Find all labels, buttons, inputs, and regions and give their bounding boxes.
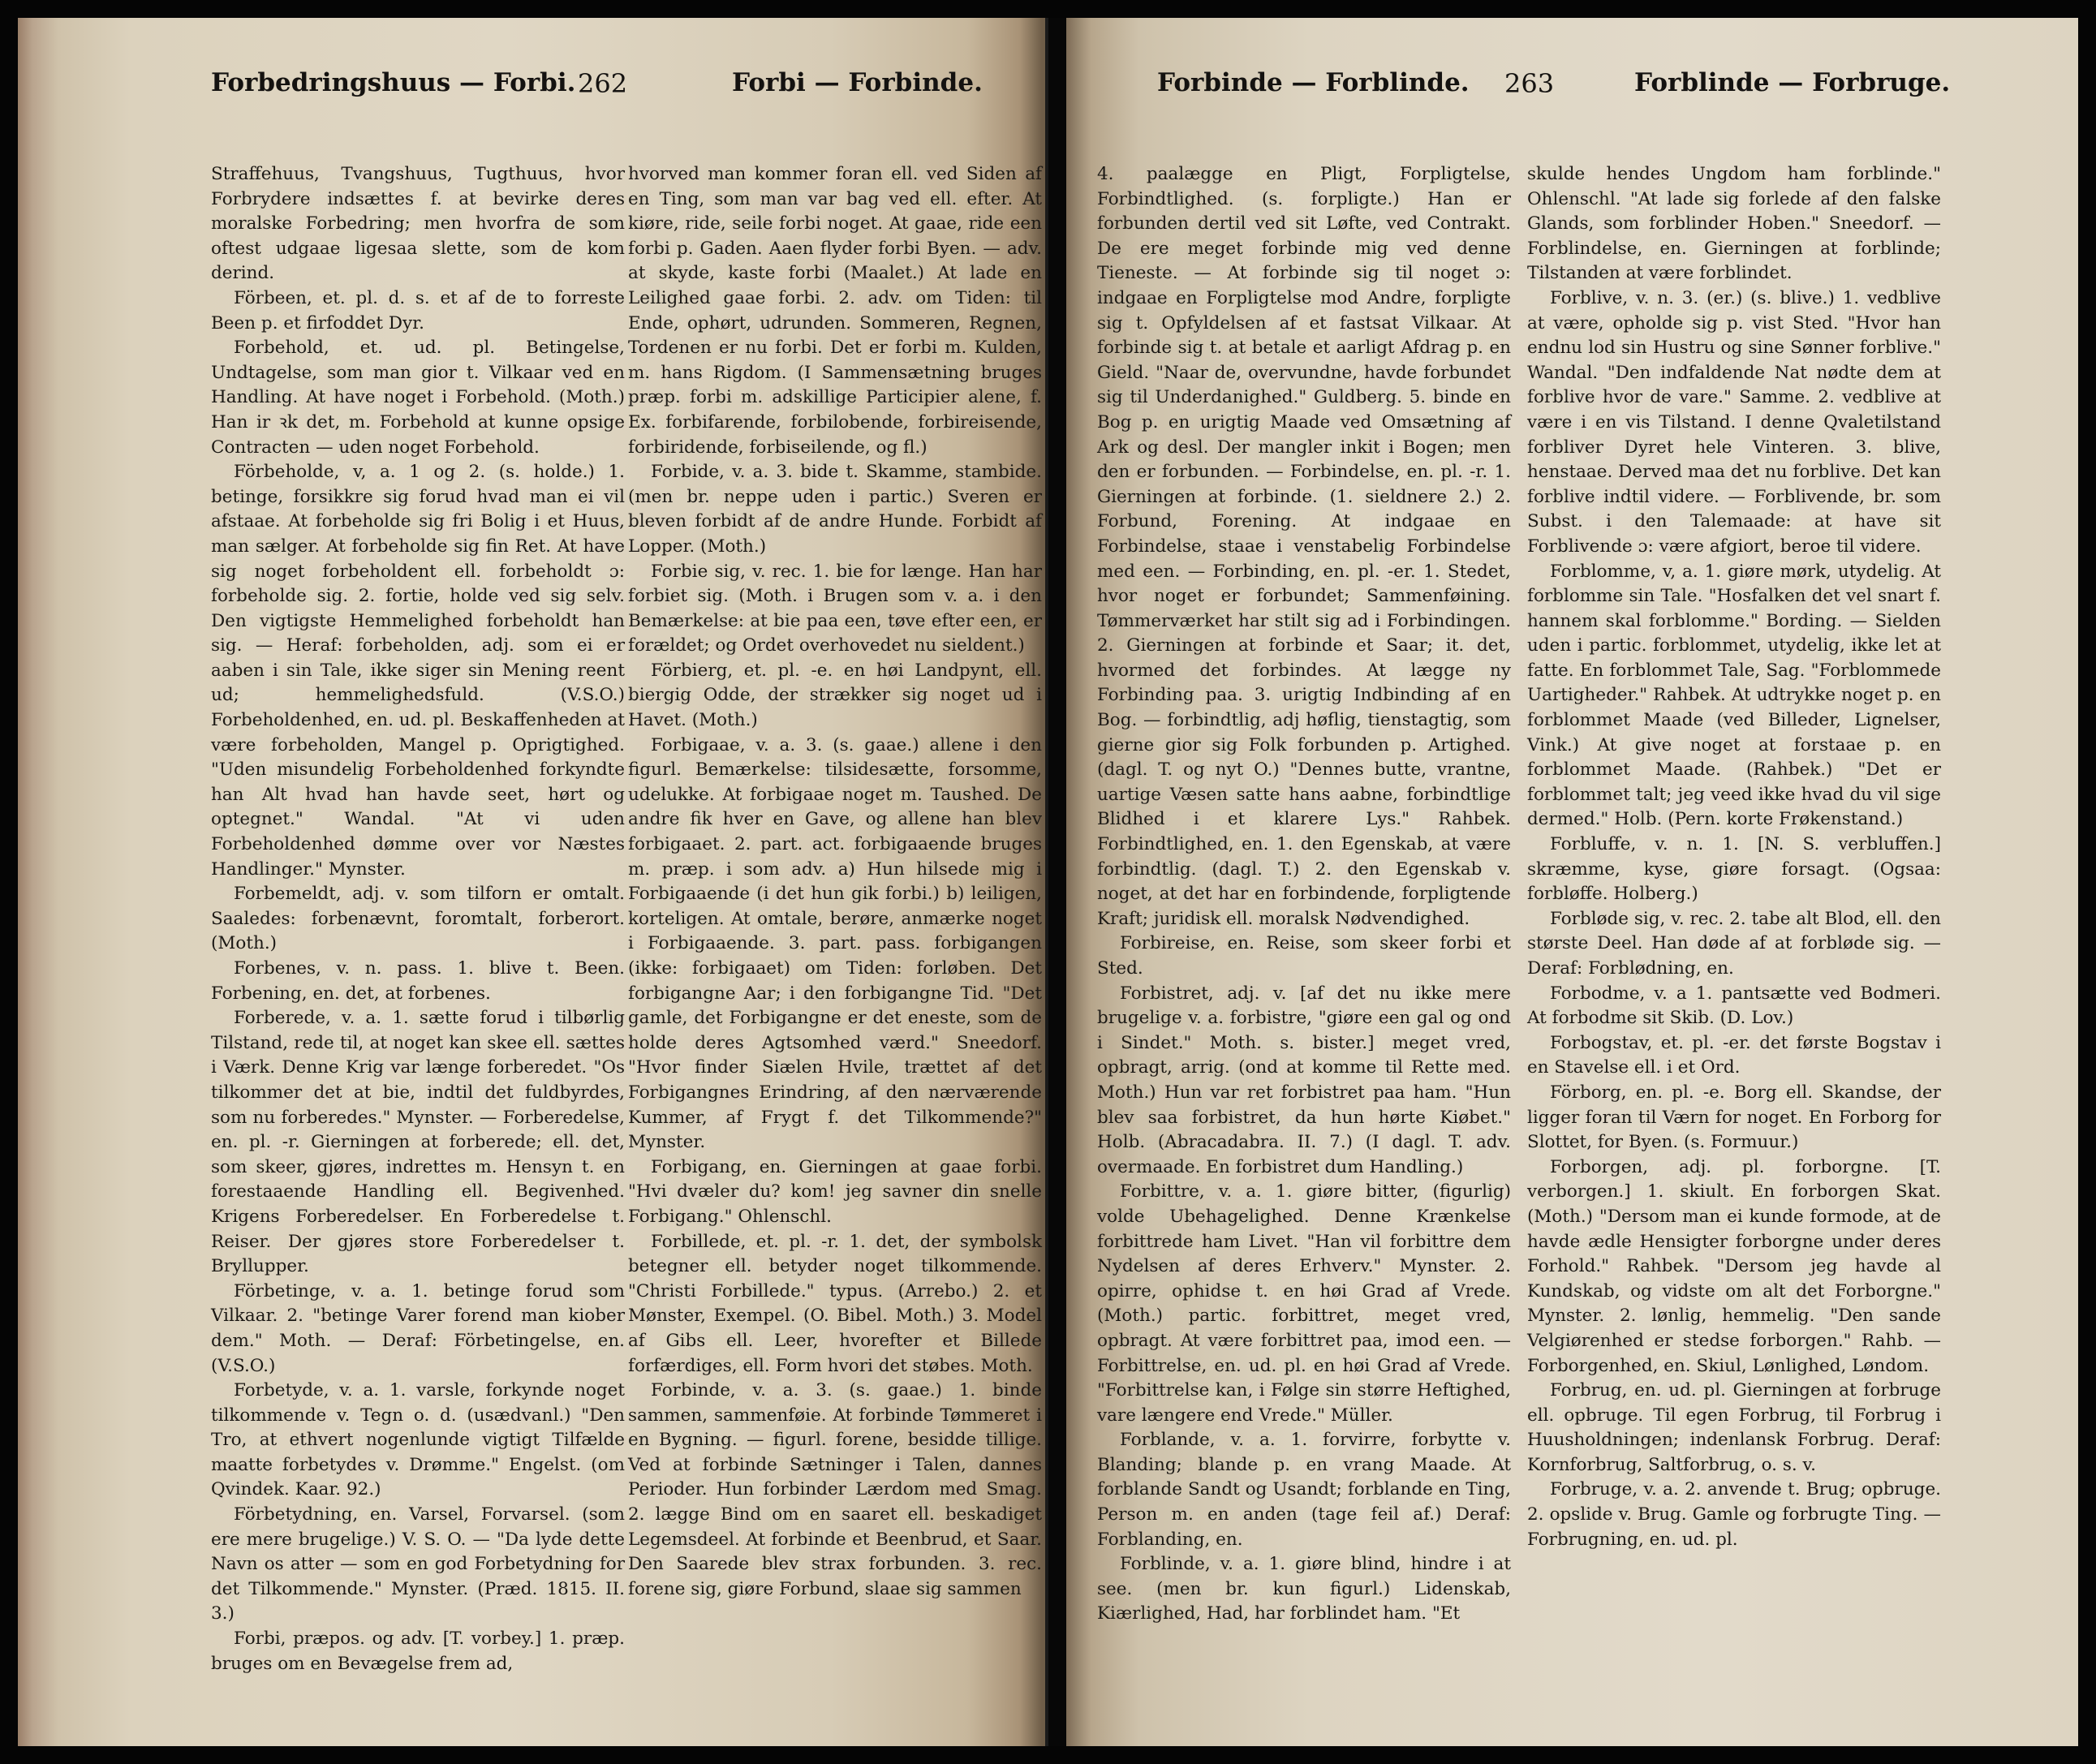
left-page-column-2 <box>628 162 1042 1602</box>
dictionary-entry: Förbetydning, en. Varsel, Forvarsel. (som ere mere brugelige.) V. S. O. — "Da lyde dette Navn os atter — som en god Forbetydning for det Tilkommende." Mynster. (Præd. 1815. II. 3.) <box>211 1504 625 1624</box>
dictionary-entry: hvorved man kommer foran ell. ved Siden af en Ting, som man var bag ved ell. efter. At kiøre, ride, seile forbi noget. At gaae, ride een forbi p. Gaden. Aaen flyder forbi Byen. — adv. at skyde, kaste forbi (Maalet.) At lade en Leilighed gaae forbi. 2. adv. om Tiden: til Ende, ophørt, udrunden. Sommeren, Regnen, Tordenen er nu forbi. Det er forbi m. Kulden, m. hans Rigdom. (I Sammensætning bruges præp. forbi m. adskillige Participier alene, f. Ex. forbifarende, forbilobende, forbireisende, forbiridende, forbiseilende, og fl.) <box>628 164 1042 458</box>
dictionary-entry: Forbide, v. a. 3. bide t. Skamme, stambide. (men br. neppe uden i partic.) Sveren er bleven forbidt af de andre Hunde. Forbidt af Lopper. (Moth.) <box>628 462 1042 557</box>
dictionary-entry: Forblinde, v. a. 1. giøre blind, hindre i at see. (men br. kun figurl.) Lidenskab, Kiærlighed, Had, har forblindet ham. "Et <box>1097 1554 1511 1624</box>
left-page-guideword-right: Forbi — Forbinde. <box>732 68 983 97</box>
dictionary-entry: Forborgen, adj. pl. forborgne. [T. verborgen.] 1. skiult. En forborgen Skat. (Moth.) "Dersom man ei kunde formode, at de havde ædle Hensigter forborgne under deres Forhold." Rahbek. "Dersom jeg havde al Kundskab, og vidste om alt det Forborgne." Mynster. 2. lønlig, hemmelig. "Den sande Velgiørenhed er stedse forborgen." Rahb. — Forborgenhed, en. Skiul, Lønlighed, Løndom. <box>1527 1156 1941 1376</box>
dictionary-entry: Straffehuus, Tvangshuus, Tugthuus, hvor Forbrydere indsættes f. at bevirke deres moralske Forbedring; men hvorfra de som oftest udgaae ligesaa slette, som de kom derind. <box>211 164 625 284</box>
dictionary-entry: Förbeholde, v, a. 1 og 2. (s. holde.) 1. betinge, forsikkre sig forud hvad man ei vil afstaae. At forbeholde sig fri Bolig i et Huus, man sælger. At forbeholde sig fin Ret. At have sig noget forbeholdent ell. forbeholdt ɔ: forbeholde sig. 2. fortie, holde ved sig selv. Den vigtigste Hemmelighed forbeholdt han sig. — Heraf: forbeholden, adj. som ei er aaben i sin Tale, ikke siger sin Mening reent ud; hemmelighedsfuld. (V.S.O.) Forbeholdenhed, en. ud. pl. Beskaffenheden at være forbeholden, Mangel p. Oprigtighed. "Uden misundelig Forbeholdenhed forkyndte han Alt hvad han havde seet, hørt og optegnet." Wandal. "At vi uden Forbeholdenhed dømme over vor Næstes Handlinger." Mynster. <box>211 462 625 880</box>
dictionary-entry: Forbigaae, v. a. 3. (s. gaae.) allene i den figurl. Bemærkelse: tilsidesætte, forsomme, udelukke. At forbigaae noget m. Taushed. De andre fik hver en Gave, og allene han blev forbigaaet. 2. part. act. forbigaaende bruges m. præp. i som adv. a) Hun hilsede mig i Forbigaaende (i det hun gik forbi.) b) leiligen, korteligen. At omtale, berøre, anmærke noget i Forbigaaende. 3. part. pass. forbigangen (ikke: forbigaaet) om Tiden: forløben. Det forbigangne Aar; i den forbigangne Tid. "Det gamle, det Forbigangne er det eneste, som de holde deres Agtsomhed værd." Sneedorf. "Hvor finder Siælen Hvile, trættet af det Forbigangnes Erindring, af den nærværende Kummer, af Frygt f. det Tilkommende?" Mynster. <box>628 734 1042 1153</box>
dictionary-entry: Forbløde sig, v. rec. 2. tabe alt Blod, ell. den største Deel. Han døde af at forbløde sig. — Deraf: Forblødning, en. <box>1527 908 1942 979</box>
dictionary-entry: Forbehold, et. ud. pl. Betingelse, Undtagelse, som man gior t. Vilkaar ved en Handling. At have noget i Forbehold. (Moth.) Han ir ꝛk det, m. Forbehold at kunne opsige Contracten — uden noget Forbehold. <box>211 338 625 458</box>
dictionary-entry: Forbodme, v. a 1. pantsætte ved Bodmeri. At forbodme sit Skib. (D. Lov.) <box>1527 983 1941 1029</box>
left-page-number: 262 <box>578 68 628 99</box>
dictionary-entry: Forbinde, v. a. 3. (s. gaae.) 1. binde sammen, sammenføie. At forbinde Tømmeret i en Bygning. — figurl. forene, besidde tillige. Ved at forbinde Sætninger i Talen, dannes Perioder. Hun forbinder Lærdom med Smag. 2. lægge Bind om en saaret ell. beskadiget Legemsdeel. At forbinde et Beenbrud, et Saar. Den Saarede blev strax forbunden. 3. rec. forene sig, giøre Forbund, slaae sig sammen <box>628 1380 1042 1599</box>
right-page-column-2 <box>1527 162 1941 1552</box>
dictionary-entry: Forbillede, et. pl. -r. 1. det, der symbolsk betegner ell. betyder noget tilkommende. "Christi Forbillede." typus. (Arrebo.) 2. et Mønster, Exempel. (O. Bibel. Moth.) 3. Model af Gibs ell. Leer, hvorefter et Billede forfærdiges, ell. Form hvori det støbes. Moth. <box>628 1231 1042 1376</box>
right-page-guideword-left: Forbinde — Forblinde. <box>1157 68 1470 97</box>
dictionary-entry: Förbeen, et. pl. d. s. et af de to forreste Been p. et firfoddet Dyr. <box>211 287 625 333</box>
dictionary-entry: Forbrug, en. ud. pl. Gierningen at forbruge ell. opbruge. Til egen Forbrug, til Forbrug i Huusholdningen; indenlansk Forbrug. Deraf: Kornforbrug, Saltforbrug, o. s. v. <box>1527 1380 1941 1475</box>
left-page-guideword-left: Forbedringshuus — Forbi. <box>211 68 576 97</box>
dictionary-entry: Forbluffe, v. n. 1. [N. S. verbluffen.] skræmme, kyse, giøre forsagt. (Ogsaa: forbløffe. Holberg.) <box>1527 834 1941 905</box>
dictionary-entry: skulde hendes Ungdom ham forblinde." Ohlenschl. "At lade sig forlede af den falske Glands, som forblinder Hoben." Sneedorf. — Forblindelse, en. Gierningen at forblinde; Tilstanden at være forblindet. <box>1527 164 1941 284</box>
right-page <box>1066 18 2078 1746</box>
dictionary-entry: Forbittre, v. a. 1. giøre bitter, (figurlig) volde Ubehagelighed. Denne Krænkelse forbittrede ham Livet. "Han vil forbittre dem Nydelsen af deres Erhverv." Mynster. 2. opirre, ophidse t. en høi Grad af Vrede. (Moth.) partic. forbittret, meget vred, opbragt. At være forbittret paa, imod een. — Forbittrelse, en. ud. pl. en høi Grad af Vrede. "Forbittrelse kan, i Følge sin større Heftighed, vare længere end Vrede." Müller. <box>1097 1181 1511 1426</box>
dictionary-entry: Forbie sig, v. rec. 1. bie for længe. Han har forbiet sig. (Moth. i Brugen som v. a. i den Bemærkelse: at bie paa een, tøve efter een, er forældet; og Ordet overhovedet nu sieldent.) <box>628 561 1042 656</box>
dictionary-entry: Forbruge, v. a. 2. anvende t. Brug; opbruge. 2. opslide v. Brug. Gamle og forbrugte Ting. — Forbrugning, en. ud. pl. <box>1527 1479 1941 1550</box>
right-page-guideword-right: Forblinde — Forbruge. <box>1634 68 1951 97</box>
dictionary-entry: Forbemeldt, adj. v. som tilforn er omtalt. Saaledes: forbenævnt, foromtalt, forberort. (Moth.) <box>211 884 625 954</box>
dictionary-entry: Forbetyde, v. a. 1. varsle, forkynde noget tilkommende v. Tegn o. d. (usædvanl.) "Den Tro, at ethvert nogenlunde vigtigt Tilfælde maatte forbetydes v. Drømme." Engelst. (om Qvindek. Kaar. 92.) <box>211 1380 625 1500</box>
left-page-column-1 <box>211 162 625 1676</box>
dictionary-entry: Förbierg, et. pl. -e. en høi Landpynt, ell. biergig Odde, der strækker sig noget ud i Havet. (Moth.) <box>628 660 1042 731</box>
dictionary-entry: Forbogstav, et. pl. -er. det første Bogstav i en Stavelse ell. i et Ord. <box>1527 1032 1941 1078</box>
dictionary-entry: Forbi, præpos. og adv. [T. vorbey.] 1. præp. bruges om en Bevægelse frem ad, <box>211 1628 625 1674</box>
dictionary-entry: 4. paalægge en Pligt, Forpligtelse, Forbindtlighed. (s. forpligte.) Han er forbunden dertil ved sit Løfte, ved Contrakt. De ere meget forbinde mig ved denne Tieneste. — At forbinde sig til noget ɔ: indgaae en Forpligtelse mod Andre, forpligte sig t. Opfyldelsen af et fastsat Vilkaar. At forbinde sig t. at betale et aarligt Afdrag p. en Gield. "Naar de, overvundne, havde forbundet sig til Underdanighed." Guldberg. 5. binde en Bog p. en urigtig Maade ved Omsætning af Ark og desl. Der mangler inkit i Bogen; men den er forbunden. — Forbindelse, en. pl. -r. 1. Gierningen at forbinde. (1. sieldnere 2.) 2. Forbund, Forening. At indgaae en Forbindelse, staae i venstabelig Forbindelse med een. — Forbinding, en. pl. -er. 1. Stedet, hvor noget er forbundet; Sammenføining. Tømmerværket har stilt sig ad i Forbindingen. 2. Gierningen at forbinde et Saar; it. det, hvormed det forbindes. At lægge ny Forbinding paa. 3. urigtig Indbinding af en Bog. — forbindtlig, adj høflig, tienstagtig, som gierne gior sig Folk forbunden p. Artighed. (dagl. T. og nyt O.) "Dennes butte, vrantne, uartige Væsen satte hans aabne, forbindtlige Blidhed i et klarere Lys." Rahbek. Forbindtlighed, en. 1. den Egenskab, at være forbindtlig. (dagl. T.) 2. den Egenskab v. noget, at det har en forbindende, forpligtende Kraft; juridisk ell. moralsk Nødvendighed. <box>1097 164 1511 929</box>
dictionary-entry: Forblande, v. a. 1. forvirre, forbytte v. Blanding; blande p. en vrang Maade. At forblande Sandt og Usandt; forblande en Ting, Person m. en anden (tage feil af.) Deraf: Forblanding, en. <box>1097 1430 1511 1550</box>
right-page-column-1 <box>1097 162 1511 1627</box>
dictionary-entry: Forbistret, adj. v. [af det nu ikke mere brugelige v. a. forbistre, "giøre een gal og ond i Sindet." Moth. s. bister.] meget vred, opbragt, arrig. (ond at komme til Rette med. Moth.) Hun var ret forbistret paa ham. "Hun blev saa forbistret, da hun hørte Kiøbet." Holb. (Abracadabra. II. 7.) (I dagl. T. adv. overmaade. En forbistret dum Handling.) <box>1097 983 1511 1177</box>
dictionary-entry: Forbigang, en. Gierningen at gaae forbi. "Hvi dvæler du? kom! jeg savner din snelle Forbigang." Ohlenschl. <box>628 1156 1042 1227</box>
dictionary-entry: Forblomme, v, a. 1. giøre mørk, utydelig. At forblomme sin Tale. "Hosfalken det vel snart f. hannem skal forblomme." Bording. — Sielden uden i partic. forblommet, utydelig, ikke let at fatte. En forblommet Tale, Sag. "Forblommede Uartigheder." Rahbek. At udtrykke noget p. en forblommet Maade (ved Billeder, Lignelser, Vink.) At give noget at forstaae p. en forblommet Maade. (Rahbek.) "Det er forblommet talt; jeg veed ikke hvad du vil sige dermed." Holb. (Pern. korte Frøkenstand.) <box>1527 561 1941 830</box>
right-page-number: 263 <box>1504 68 1555 99</box>
dictionary-entry: Förbetinge, v. a. 1. betinge forud som Vilkaar. 2. "betinge Varer forend man kiober dem." Moth. — Deraf: Förbetingelse, en. (V.S.O.) <box>211 1280 625 1376</box>
dictionary-entry: Forblive, v. n. 3. (er.) (s. blive.) 1. vedblive at være, opholde sig p. vist Sted. "Hvor han endnu lod sin Hustru og sine Sønner forblive." Wandal. "Den indfaldende Nat nødte dem at forblive hvor de vare." Samme. 2. vedblive at være i en vis Tilstand. I denne Qvaletilstand forbliver Dyret hele Vinteren. 3. blive, henstaae. Derved maa det nu forblive. Det kan forblive indtil videre. — Forblivende, br. som Subst. i den Talemaade: at have sit Forblivende ɔ: være afgiort, beroe til videre. <box>1527 287 1941 557</box>
dictionary-entry: Förborg, en. pl. -e. Borg ell. Skandse, der ligger foran til Værn for noget. En Forborg for Slottet, for Byen. (s. Formuur.) <box>1527 1082 1941 1153</box>
dictionary-entry: Forberede, v. a. 1. sætte forud i tilbørlig Tilstand, rede til, at noget kan skee ell. sættes i Værk. Denne Krig var længe forberedet. "Os tilkommer det at bie, indtil det fuldbyrdes, som nu forberedes." Mynster. — Forberedelse, en. pl. -r. Gierningen at forberede; ell. det, som skeer, gjøres, indrettes m. Hensyn t. en forestaaende Handling ell. Begivenhed. Krigens Forberedelser. En Forberedelse t. Reiser. Der gjøres store Forberedelser t. Bryllupper. <box>211 1008 625 1277</box>
left-page <box>18 18 1048 1746</box>
dictionary-entry: Forbireise, en. Reise, som skeer forbi et Sted. <box>1097 933 1511 979</box>
open-book <box>18 18 2078 1746</box>
dictionary-entry: Forbenes, v. n. pass. 1. blive t. Been. Forbening, en. det, at forbenes. <box>211 958 625 1004</box>
